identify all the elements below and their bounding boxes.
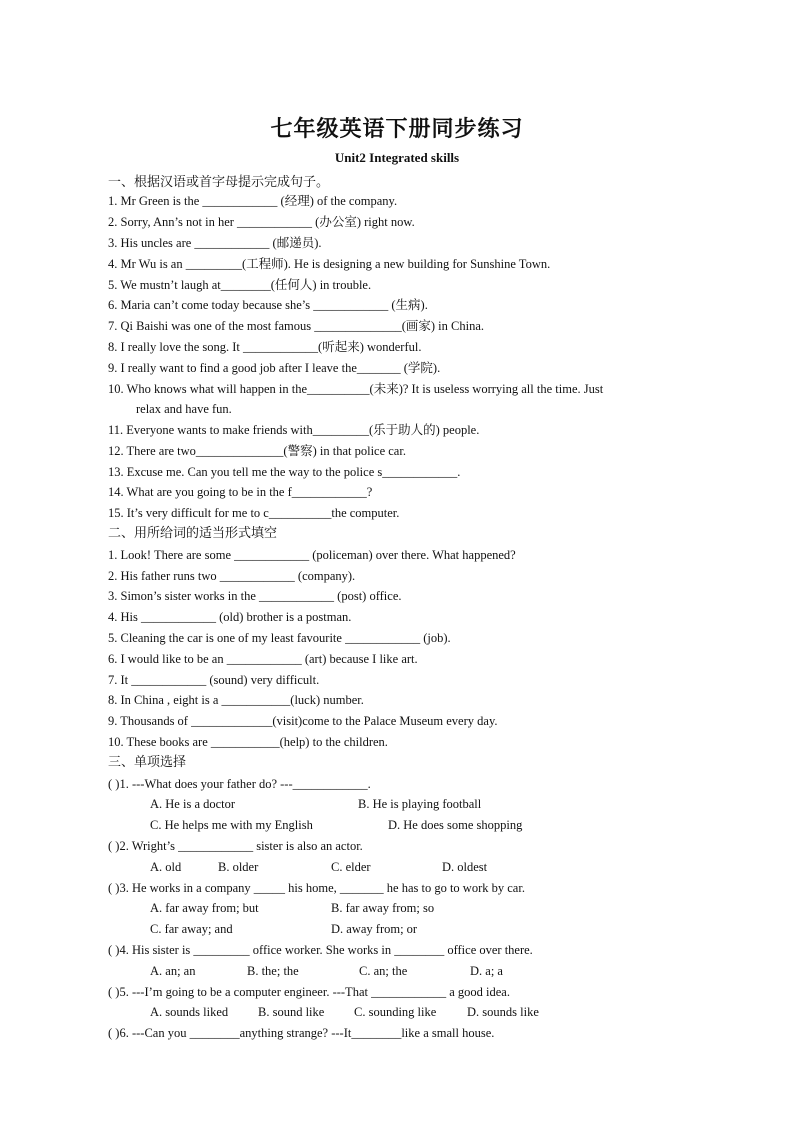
question-line: 2. Sorry, Ann’s not in her ____________ (办公室) right now. [108,215,415,229]
mc-option: B. sound like [258,1005,325,1019]
question-line-continuation: relax and have fun. [136,402,232,416]
mc-question: ( )2. Wright’s ____________ sister is also an actor. [108,839,363,853]
question-line: 6. Maria can’t come today because she’s ____________ (生病). [108,298,428,312]
question-line: 7. Qi Baishi was one of the most famous ______________(画家) in China. [108,319,485,333]
mc-option: C. far away; and [150,922,233,936]
question-line: 11. Everyone wants to make friends with_________(乐于助人的) people. [108,423,480,437]
mc-option: C. an; the [359,964,408,978]
question-line: 9. Thousands of _____________(visit)come to the Palace Museum every day. [108,714,498,728]
question-line: 5. Cleaning the car is one of my least favourite ____________ (job). [108,631,451,645]
mc-question: ( )3. He works in a company _____ his home, _______ he has to go to work by car. [108,881,525,895]
mc-question: ( )4. His sister is _________ office worker. She works in ________ office over there. [108,943,533,957]
question-line: 15. It’s very difficult for me to c__________the computer. [108,506,400,520]
question-line: 7. It ____________ (sound) very difficult. [108,673,320,687]
page-title: 七年级英语下册同步练习 [270,116,524,141]
question-line: 12. There are two______________(警察) in that police car. [108,444,406,458]
question-line: 1. Look! There are some ____________ (policeman) over there. What happened? [108,548,516,562]
section-heading-3: 三、单项选择 [108,754,187,769]
mc-option: C. elder [331,860,371,874]
question-line: 14. What are you going to be in the f____________? [108,485,373,499]
mc-option: B. He is playing football [358,797,482,811]
question-line: 2. His father runs two ____________ (company). [108,569,356,583]
question-line: 13. Excuse me. Can you tell me the way to the police s____________. [108,465,461,479]
mc-option: B. the; the [247,964,299,978]
question-line: 4. His ____________ (old) brother is a postman. [108,610,352,624]
page-subtitle: Unit2 Integrated skills [334,150,460,165]
question-line: 3. Simon’s sister works in the ____________ (post) office. [108,589,402,603]
mc-option: A. an; an [150,964,196,978]
mc-option: B. far away from; so [331,901,435,915]
question-line: 9. I really want to find a good job after I leave the_______ (学院). [108,361,441,375]
question-line: 1. Mr Green is the ____________ (经理) of the company. [108,194,398,208]
mc-option: D. sounds like [467,1005,539,1019]
mc-question: ( )5. ---I’m going to be a computer engineer. ---That ____________ a good idea. [108,985,510,999]
mc-option: A. old [150,860,182,874]
section-heading-1: 一、根据汉语或首字母提示完成句子。 [108,174,330,189]
question-line: 10. Who knows what will happen in the__________(未来)? It is useless worrying all the time. Just [108,382,604,396]
mc-option: A. far away from; but [150,901,259,915]
mc-option: D. away from; or [331,922,418,936]
mc-question: ( )6. ---Can you ________anything strange? ---It________like a small house. [108,1026,495,1040]
mc-option: D. oldest [442,860,488,874]
question-line: 8. In China , eight is a ___________(luck) number. [108,693,364,707]
mc-option: C. He helps me with my English [150,818,313,832]
question-line: 4. Mr Wu is an _________(工程师). He is designing a new building for Sunshine Town. [108,257,551,271]
question-line: 6. I would like to be an ____________ (art) because I like art. [108,652,418,666]
mc-option: D. He does some shopping [388,818,523,832]
question-line: 8. I really love the song. It ____________(听起来) wonderful. [108,340,422,354]
question-line: 10. These books are ___________(help) to the children. [108,735,388,749]
section-heading-2: 二、用所给词的适当形式填空 [108,525,278,540]
mc-option: D. a; a [470,964,503,978]
mc-question: ( )1. ---What does your father do? ---____________. [108,777,371,791]
mc-option: A. sounds liked [150,1005,229,1019]
mc-option: B. older [218,860,259,874]
mc-option: A. He is a doctor [150,797,236,811]
mc-option: C. sounding like [354,1005,437,1019]
question-line: 5. We mustn’t laugh at________(任何人) in trouble. [108,278,372,292]
question-line: 3. His uncles are ____________ (邮递员). [108,236,322,250]
